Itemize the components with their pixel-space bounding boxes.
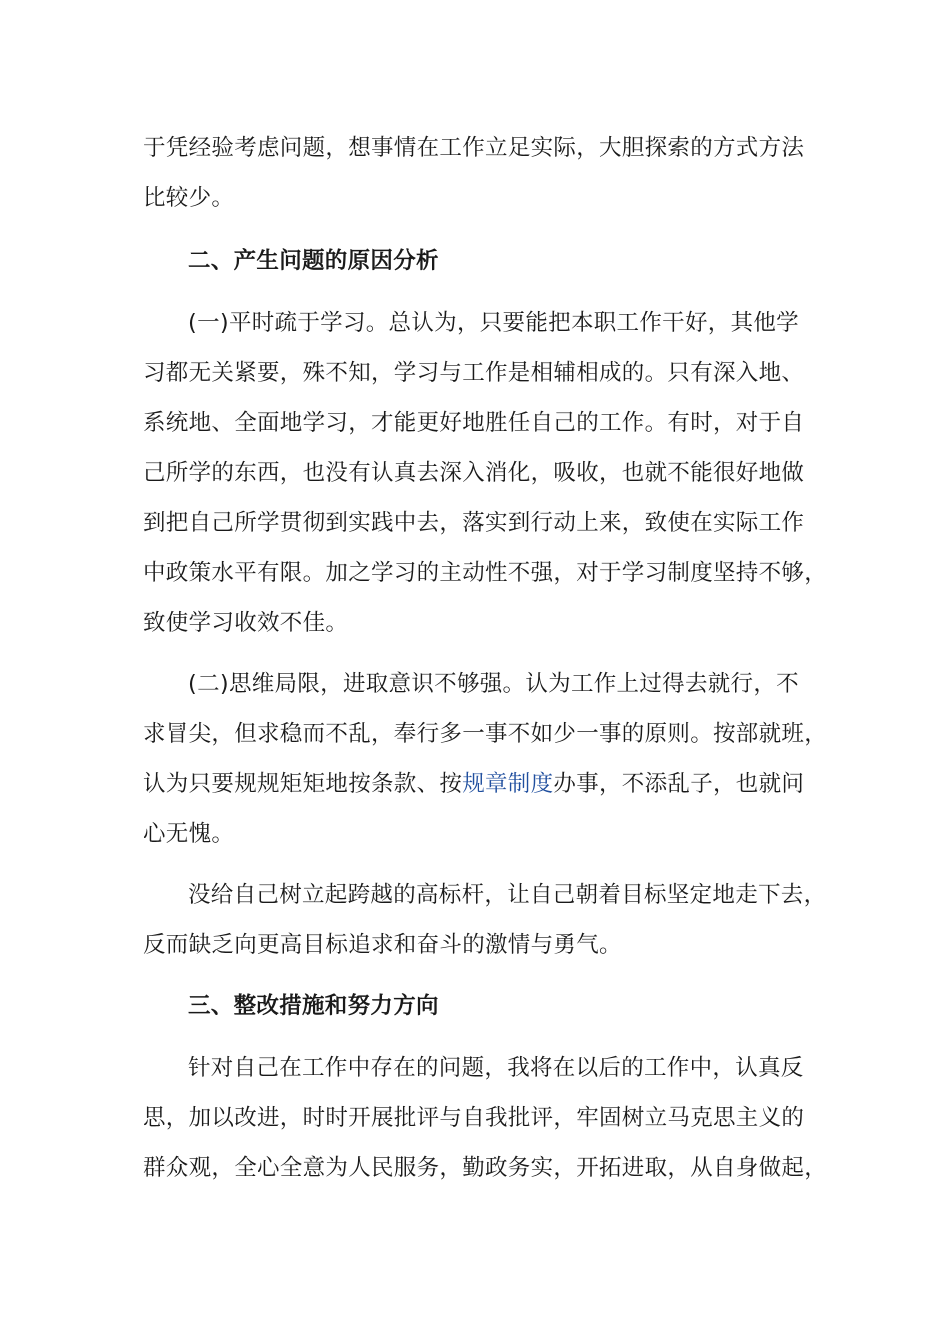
- text-line: (二)思维局限，进取意识不够强。认为工作上过得去就行，不: [188, 671, 799, 697]
- text-line: (一)平时疏于学习。总认为，只要能把本职工作干好，其他学: [188, 310, 799, 336]
- text-line: 针对自己在工作中存在的问题，我将在以后的工作中，认真反: [188, 1055, 804, 1081]
- paragraph-limited-thinking: [143, 659, 828, 859]
- paragraph-improvement: [143, 1043, 828, 1193]
- text-line: 致使学习收效不佳。: [143, 610, 349, 636]
- text-line: [143, 759, 808, 809]
- paragraph-continuation: [143, 123, 808, 223]
- text-line: 求冒尖，但求稳而不乱，奉行多一事不如少一事的原则。按部就班，: [143, 721, 828, 747]
- paragraph-goals: [143, 870, 827, 970]
- text-line: 比较少。: [143, 185, 235, 211]
- text-line: 心无愧。: [143, 821, 235, 847]
- text-line: 思，加以改进，时时开展批评与自我批评，牢固树立马克思主义的: [143, 1105, 805, 1131]
- regulations-link[interactable]: 规章制度: [462, 771, 554, 797]
- text-line: 到把自己所学贯彻到实践中去，落实到行动上来，致使在实际工作: [143, 510, 805, 536]
- text-line: 系统地、全面地学习，才能更好地胜任自己的工作。有时，对于自: [143, 410, 805, 436]
- text-segment: 办事，不添乱子，也就问: [553, 771, 805, 797]
- text-line: 群众观，全心全意为人民服务，勤政务实，开拓进取，从自身做起，: [143, 1155, 828, 1181]
- text-line: 中政策水平有限。加之学习的主动性不强，对于学习制度坚持不够，: [143, 560, 828, 586]
- text-line: 没给自己树立起跨越的高标杆，让自己朝着目标坚定地走下去，: [188, 882, 827, 908]
- text-line: 反而缺乏向更高目标追求和奋斗的激情与勇气。: [143, 932, 622, 958]
- paragraph-study-neglect: [143, 298, 828, 648]
- text-segment: 认为只要规规矩矩地按条款、按: [143, 771, 463, 797]
- text-line: 己所学的东西，也没有认真去深入消化，吸收，也就不能很好地做: [143, 460, 805, 486]
- text-line: 于凭经验考虑问题，想事情在工作立足实际，大胆探索的方式方法: [143, 135, 805, 161]
- section-heading-measures: 三、整改措施和努力方向: [188, 993, 439, 1019]
- section-heading-causes: 二、产生问题的原因分析: [188, 248, 439, 274]
- text-line: 习都无关紧要，殊不知，学习与工作是相辅相成的。只有深入地、: [143, 360, 805, 386]
